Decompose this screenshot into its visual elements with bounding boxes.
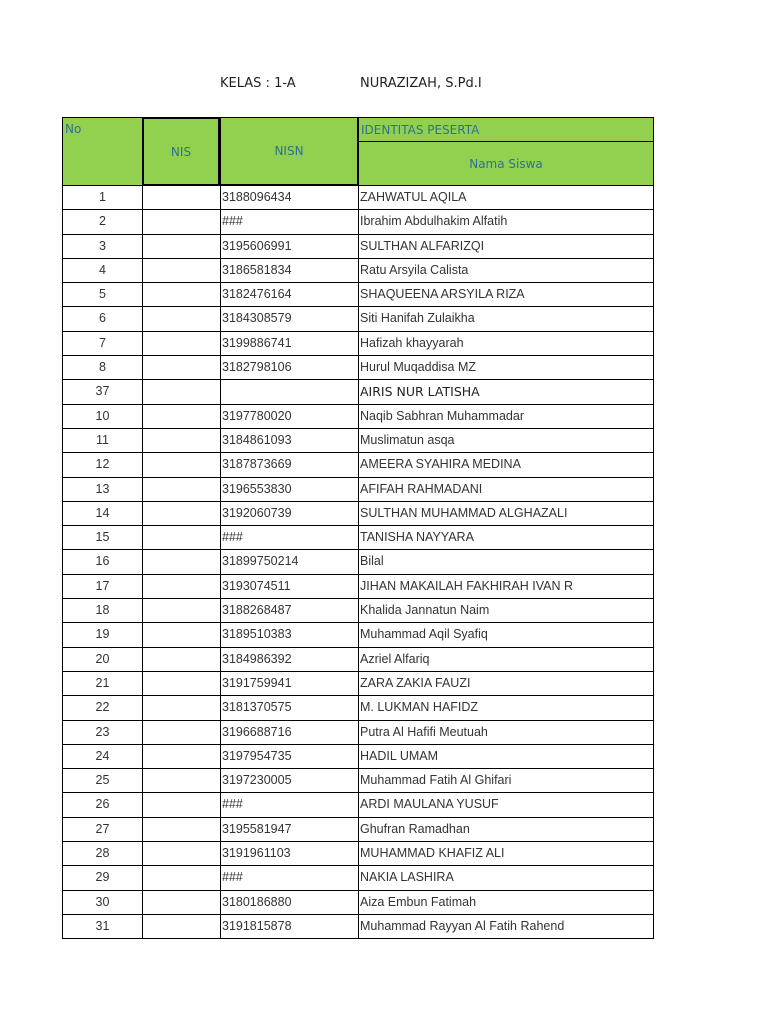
row-nama: Ibrahim Abdulhakim Alfatih bbox=[358, 210, 654, 233]
row-no: 2 bbox=[62, 210, 142, 233]
header-identitas: IDENTITAS PESERTA bbox=[358, 117, 654, 142]
row-nisn: 3195606991 bbox=[220, 235, 358, 258]
header-nis: NIS bbox=[142, 117, 220, 186]
table-body bbox=[62, 186, 654, 939]
row-nisn: 3189510383 bbox=[220, 623, 358, 646]
row-nama: Ghufran Ramadhan bbox=[358, 818, 654, 841]
row-nama: Khalida Jannatun Naim bbox=[358, 599, 654, 622]
table-row bbox=[62, 356, 654, 380]
row-nis bbox=[142, 672, 220, 695]
table-row bbox=[62, 915, 654, 939]
row-nis bbox=[142, 866, 220, 889]
row-nis bbox=[142, 210, 220, 233]
row-nisn: ### bbox=[220, 526, 358, 549]
row-nisn: 3191759941 bbox=[220, 672, 358, 695]
table-row bbox=[62, 210, 654, 234]
row-nis bbox=[142, 259, 220, 282]
row-nis bbox=[142, 526, 220, 549]
row-no: 5 bbox=[62, 283, 142, 306]
row-nis bbox=[142, 550, 220, 573]
row-nis bbox=[142, 307, 220, 330]
row-nisn: 3191815878 bbox=[220, 915, 358, 938]
table-row bbox=[62, 648, 654, 672]
row-no: 3 bbox=[62, 235, 142, 258]
header-nisn: NISN bbox=[220, 117, 358, 186]
table-row bbox=[62, 283, 654, 307]
table-row bbox=[62, 502, 654, 526]
row-nis bbox=[142, 696, 220, 719]
row-no: 31 bbox=[62, 915, 142, 938]
table-row bbox=[62, 186, 654, 210]
table-row bbox=[62, 405, 654, 429]
row-nama: Ratu Arsyila Calista bbox=[358, 259, 654, 282]
table-header bbox=[62, 117, 654, 186]
row-nis bbox=[142, 842, 220, 865]
table-row bbox=[62, 235, 654, 259]
row-nama: Muslimatun asqa bbox=[358, 429, 654, 452]
row-nis bbox=[142, 721, 220, 744]
table-row bbox=[62, 623, 654, 647]
row-no: 18 bbox=[62, 599, 142, 622]
table-row bbox=[62, 550, 654, 574]
row-nisn: 3182476164 bbox=[220, 283, 358, 306]
row-nisn: 3197954735 bbox=[220, 745, 358, 768]
table-row bbox=[62, 307, 654, 331]
row-no: 10 bbox=[62, 405, 142, 428]
row-no: 28 bbox=[62, 842, 142, 865]
row-no: 29 bbox=[62, 866, 142, 889]
row-nisn: ### bbox=[220, 210, 358, 233]
row-nisn: 3193074511 bbox=[220, 575, 358, 598]
row-nisn: 3196688716 bbox=[220, 721, 358, 744]
row-nama: SHAQUEENA ARSYILA RIZA bbox=[358, 283, 654, 306]
row-nama: NAKIA LASHIRA bbox=[358, 866, 654, 889]
row-no: 13 bbox=[62, 478, 142, 501]
row-nisn: 3188268487 bbox=[220, 599, 358, 622]
row-nisn: 3186581834 bbox=[220, 259, 358, 282]
row-no: 24 bbox=[62, 745, 142, 768]
row-nama: AFIFAH RAHMADANI bbox=[358, 478, 654, 501]
row-nisn: 3184986392 bbox=[220, 648, 358, 671]
row-no: 20 bbox=[62, 648, 142, 671]
row-nis bbox=[142, 380, 220, 403]
row-no: 12 bbox=[62, 453, 142, 476]
student-table bbox=[62, 117, 654, 939]
row-nisn: 3197230005 bbox=[220, 769, 358, 792]
row-nisn: 3191961103 bbox=[220, 842, 358, 865]
row-nama: JIHAN MAKAILAH FAKHIRAH IVAN R bbox=[358, 575, 654, 598]
row-nis bbox=[142, 235, 220, 258]
row-nis bbox=[142, 745, 220, 768]
class-label: KELAS : 1-A bbox=[220, 76, 296, 91]
row-nisn: 3188096434 bbox=[220, 186, 358, 209]
row-nama: Naqib Sabhran Muhammadar bbox=[358, 405, 654, 428]
row-nama: SULTHAN ALFARIZQI bbox=[358, 235, 654, 258]
table-row bbox=[62, 842, 654, 866]
table-row bbox=[62, 429, 654, 453]
table-row bbox=[62, 259, 654, 283]
row-nisn: 3182798106 bbox=[220, 356, 358, 379]
row-nama: Hafizah khayyarah bbox=[358, 332, 654, 355]
row-nisn: 3197780020 bbox=[220, 405, 358, 428]
row-nis bbox=[142, 502, 220, 525]
row-nisn: 3180186880 bbox=[220, 891, 358, 914]
row-no: 14 bbox=[62, 502, 142, 525]
table-row bbox=[62, 891, 654, 915]
row-nisn: 31899750214 bbox=[220, 550, 358, 573]
row-nisn: 3195581947 bbox=[220, 818, 358, 841]
row-nisn: 3196553830 bbox=[220, 478, 358, 501]
row-nis bbox=[142, 769, 220, 792]
row-nis bbox=[142, 818, 220, 841]
row-no: 15 bbox=[62, 526, 142, 549]
row-nama: Aiza Embun Fatimah bbox=[358, 891, 654, 914]
row-nisn: 3184861093 bbox=[220, 429, 358, 452]
row-nama: HADIL UMAM bbox=[358, 745, 654, 768]
table-row bbox=[62, 380, 654, 404]
row-nisn: 3184308579 bbox=[220, 307, 358, 330]
table-row bbox=[62, 453, 654, 477]
row-nisn: 3181370575 bbox=[220, 696, 358, 719]
row-nis bbox=[142, 915, 220, 938]
row-no: 23 bbox=[62, 721, 142, 744]
teacher-name: NURAZIZAH, S.Pd.I bbox=[360, 76, 482, 91]
row-no: 16 bbox=[62, 550, 142, 573]
row-no: 25 bbox=[62, 769, 142, 792]
row-no: 26 bbox=[62, 793, 142, 816]
row-nama: Bilal bbox=[358, 550, 654, 573]
table-row bbox=[62, 696, 654, 720]
row-nis bbox=[142, 283, 220, 306]
table-row bbox=[62, 575, 654, 599]
row-nisn: ### bbox=[220, 866, 358, 889]
row-nis bbox=[142, 356, 220, 379]
row-no: 19 bbox=[62, 623, 142, 646]
row-nama: SULTHAN MUHAMMAD ALGHAZALI bbox=[358, 502, 654, 525]
row-nama: Muhammad Aqil Syafiq bbox=[358, 623, 654, 646]
row-no: 11 bbox=[62, 429, 142, 452]
row-no: 30 bbox=[62, 891, 142, 914]
row-no: 7 bbox=[62, 332, 142, 355]
row-no: 21 bbox=[62, 672, 142, 695]
row-nisn: ### bbox=[220, 793, 358, 816]
row-nis bbox=[142, 186, 220, 209]
row-nama: TANISHA NAYYARA bbox=[358, 526, 654, 549]
row-nis bbox=[142, 429, 220, 452]
row-nis bbox=[142, 478, 220, 501]
row-no: 8 bbox=[62, 356, 142, 379]
row-nisn: 3192060739 bbox=[220, 502, 358, 525]
row-nama: Putra Al Hafifi Meutuah bbox=[358, 721, 654, 744]
table-row bbox=[62, 478, 654, 502]
row-nis bbox=[142, 453, 220, 476]
row-nis bbox=[142, 332, 220, 355]
row-no: 6 bbox=[62, 307, 142, 330]
table-row bbox=[62, 745, 654, 769]
table-row bbox=[62, 721, 654, 745]
table-row bbox=[62, 526, 654, 550]
header-no: No bbox=[62, 117, 142, 186]
row-nama: Hurul Muqaddisa MZ bbox=[358, 356, 654, 379]
row-nis bbox=[142, 599, 220, 622]
row-nama: AIRIS NUR LATISHA bbox=[358, 380, 654, 403]
row-nisn: 3187873669 bbox=[220, 453, 358, 476]
row-nisn bbox=[220, 380, 358, 403]
row-no: 22 bbox=[62, 696, 142, 719]
row-nama: ZARA ZAKIA FAUZI bbox=[358, 672, 654, 695]
table-row bbox=[62, 672, 654, 696]
header-nama-siswa: Nama Siswa bbox=[358, 142, 654, 186]
row-nama: ARDI MAULANA YUSUF bbox=[358, 793, 654, 816]
table-row bbox=[62, 866, 654, 890]
row-nama: M. LUKMAN HAFIDZ bbox=[358, 696, 654, 719]
row-nis bbox=[142, 648, 220, 671]
row-nama: AMEERA SYAHIRA MEDINA bbox=[358, 453, 654, 476]
row-nis bbox=[142, 623, 220, 646]
row-nama: Azriel Alfariq bbox=[358, 648, 654, 671]
row-nama: Muhammad Fatih Al Ghifari bbox=[358, 769, 654, 792]
row-nis bbox=[142, 793, 220, 816]
table-row bbox=[62, 769, 654, 793]
table-row bbox=[62, 818, 654, 842]
row-nis bbox=[142, 575, 220, 598]
table-row bbox=[62, 793, 654, 817]
row-no: 1 bbox=[62, 186, 142, 209]
row-nama: MUHAMMAD KHAFIZ ALI bbox=[358, 842, 654, 865]
row-no: 27 bbox=[62, 818, 142, 841]
row-nis bbox=[142, 891, 220, 914]
row-no: 4 bbox=[62, 259, 142, 282]
row-no: 17 bbox=[62, 575, 142, 598]
table-row bbox=[62, 332, 654, 356]
row-nisn: 3199886741 bbox=[220, 332, 358, 355]
row-nama: ZAHWATUL AQILA bbox=[358, 186, 654, 209]
row-nis bbox=[142, 405, 220, 428]
table-row bbox=[62, 599, 654, 623]
row-nama: Siti Hanifah Zulaikha bbox=[358, 307, 654, 330]
row-no: 37 bbox=[62, 380, 142, 403]
row-nama: Muhammad Rayyan Al Fatih Rahend bbox=[358, 915, 654, 938]
